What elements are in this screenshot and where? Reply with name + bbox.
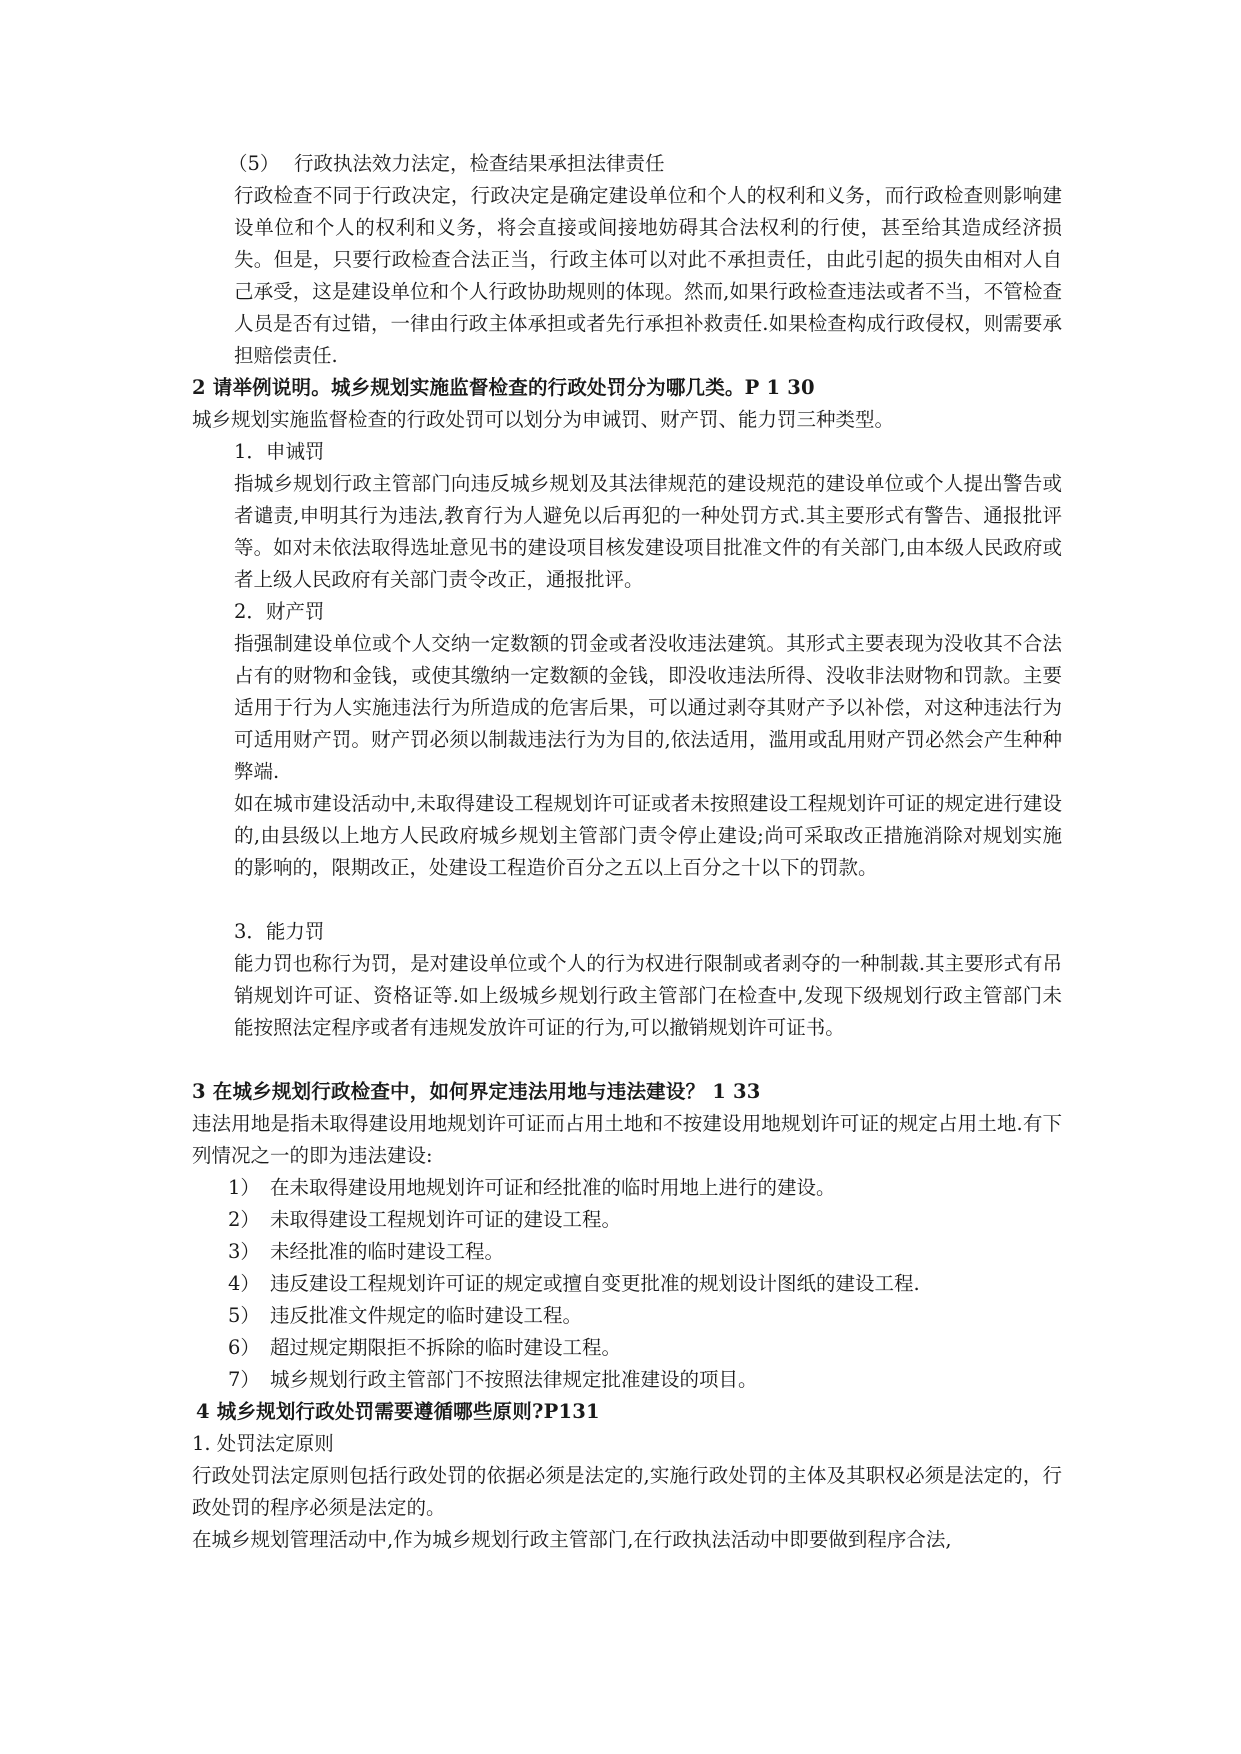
- principle-1-tail: 在城乡规划管理活动中,作为城乡规划行政主管部门,在行政执法活动中即要做到程序合法,: [192, 1528, 952, 1551]
- principle-1-title: 1. 处罚法定原则: [192, 1432, 334, 1455]
- list-item: [228, 1332, 1062, 1364]
- list-item-number: 6）: [228, 1336, 260, 1359]
- principle-1-paragraph: 行政处罚法定原则包括行政处罚的依据必须是法定的,实施行政处罚的主体及其职权必须是法定的，行政处罚的程序必须是法定的。: [192, 1464, 1062, 1519]
- list-item-number: 1）: [228, 1176, 260, 1199]
- list-item-number: 3）: [228, 1240, 260, 1263]
- list-item: [228, 1268, 1062, 1300]
- list-item-number: 5）: [228, 1304, 260, 1327]
- section-2-heading: 2 请举例说明。城乡规划实施监督检查的行政处罚分为哪几类。P 1 30: [192, 376, 815, 399]
- penalty-3-paragraph: 能力罚也称行为罚，是对建设单位或个人的行为权进行限制或者剥夺的一种制裁.其主要形式有吊销规划许可证、资格证等.如上级城乡规划行政主管部门在检查中,发现下级规划行政主管部门未能按照法定程序或者有违规发放许可证的行为,可以撤销规划许可证书。: [234, 952, 1062, 1039]
- item-5-title-line: [228, 148, 1062, 180]
- list-item-number: 2）: [228, 1208, 260, 1231]
- penalty-1-title: 1．申诫罚: [234, 440, 325, 463]
- list-item-text: 城乡规划行政主管部门不按照法律规定批准建设的项目。: [270, 1368, 758, 1391]
- penalty-2-paragraph: 指强制建设单位或个人交纳一定数额的罚金或者没收违法建筑。其形式主要表现为没收其不合法占有的财物和金钱，或使其缴纳一定数额的金钱，即没收违法所得、没收非法财物和罚款。主要适用于行为人实施违法行为所造成的危害后果，可以通过剥夺其财产予以补偿，对这种违法行为可适用财产罚。财产罚必须以制裁违法行为为目的,依法适用，滥用或乱用财产罚必然会产生种种弊端.: [234, 632, 1062, 783]
- section-4-heading: 4 城乡规划行政处罚需要遵循哪些原则?P131: [196, 1400, 600, 1423]
- list-item-number: 7）: [228, 1368, 260, 1391]
- list-item: [228, 1236, 1062, 1268]
- section-3-intro: 违法用地是指未取得建设用地规划许可证而占用土地和不按建设用地规划许可证的规定占用土地.有下列情况之一的即为违法建设:: [192, 1112, 1062, 1167]
- section-2-intro: 城乡规划实施监督检查的行政处罚可以划分为申诫罚、财产罚、能力罚三种类型。: [192, 408, 895, 431]
- list-item-text: 未取得建设工程规划许可证的建设工程。: [270, 1208, 622, 1231]
- list-item: [228, 1364, 1062, 1396]
- list-item-text: 超过规定期限拒不拆除的临时建设工程。: [270, 1336, 622, 1359]
- list-item: [228, 1204, 1062, 1236]
- item-5-number: （5）: [228, 152, 280, 175]
- list-item: [228, 1300, 1062, 1332]
- penalty-3-title: 3．能力罚: [234, 920, 325, 943]
- list-item-text: 违反建设工程规划许可证的规定或擅自变更批准的规划设计图纸的建设工程.: [270, 1272, 920, 1295]
- list-item-text: 未经批准的临时建设工程。: [270, 1240, 505, 1263]
- list-item-number: 4）: [228, 1272, 260, 1295]
- list-item-text: 在未取得建设用地规划许可证和经批准的临时用地上进行的建设。: [270, 1176, 836, 1199]
- item-5-title: 行政执法效力法定，检查结果承担法律责任: [294, 152, 665, 175]
- list-item-text: 违反批准文件规定的临时建设工程。: [270, 1304, 583, 1327]
- item-5-paragraph: 行政检查不同于行政决定，行政决定是确定建设单位和个人的权利和义务，而行政检查则影响建设单位和个人的权利和义务，将会直接或间接地妨碍其合法权利的行使，甚至给其造成经济损失。但是，只要行政检查合法正当，行政主体可以对此不承担责任，由此引起的损失由相对人自己承受，这是建设单位和个人行政协助规则的体现。然而,如果行政检查违法或者不当，不管检查人员是否有过错，一律由行政主体承担或者先行承担补救责任.如果检查构成行政侵权，则需要承担赔偿责任.: [234, 184, 1062, 367]
- section-3-heading: 3 在城乡规划行政检查中，如何界定违法用地与违法建设？ 1 33: [192, 1080, 761, 1103]
- list-item: [228, 1172, 1062, 1204]
- penalty-2-title: 2．财产罚: [234, 600, 325, 623]
- penalty-2-example: 如在城市建设活动中,未取得建设工程规划许可证或者未按照建设工程规划许可证的规定进行建设的,由县级以上地方人民政府城乡规划主管部门责令停止建设;尚可采取改正措施消除对规划实施的影响的，限期改正，处建设工程造价百分之五以上百分之十以下的罚款。: [234, 792, 1062, 879]
- penalty-1-paragraph: 指城乡规划行政主管部门向违反城乡规划及其法律规范的建设规范的建设单位或个人提出警告或者谴责,申明其行为违法,教育行为人避免以后再犯的一种处罚方式.其主要形式有警告、通报批评等。如对未依法取得选址意见书的建设项目核发建设项目批准文件的有关部门,由本级人民政府或者上级人民政府有关部门责令改正，通报批评。: [234, 472, 1062, 591]
